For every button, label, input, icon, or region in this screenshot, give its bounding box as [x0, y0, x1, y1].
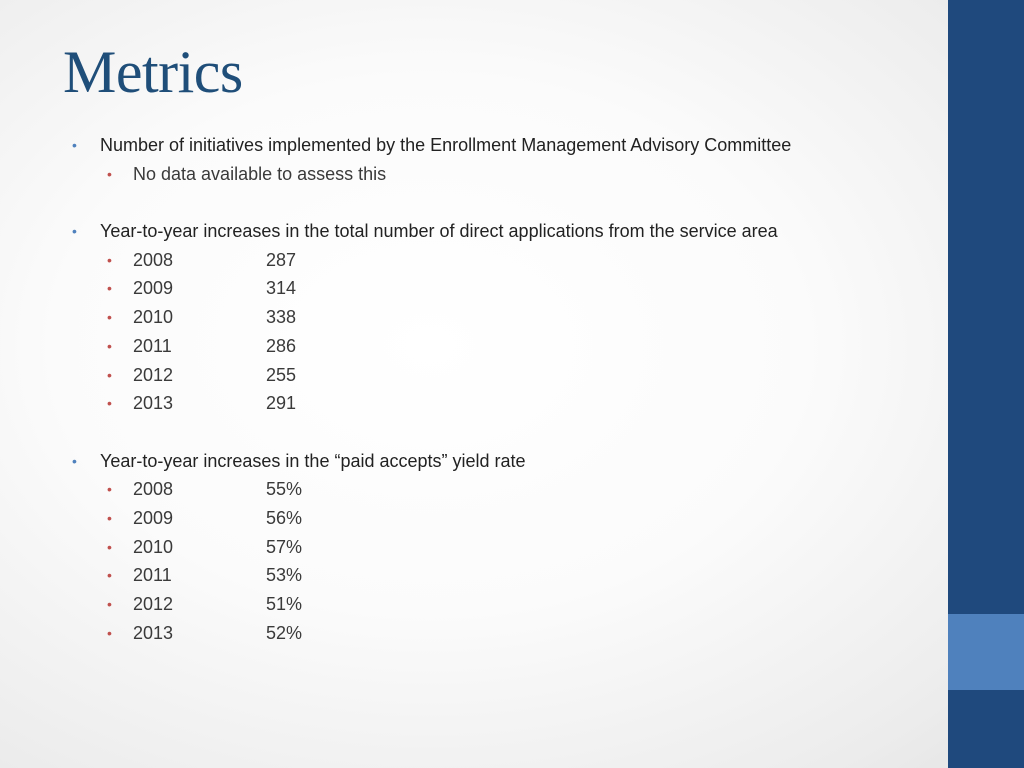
row-value: 338 — [266, 307, 297, 328]
row-year: 2008 — [133, 479, 174, 500]
row-year: 2012 — [133, 594, 174, 614]
row-year: 2009 — [133, 278, 174, 299]
row-year: 2013 — [133, 622, 174, 643]
bullet-group-initiatives — [72, 131, 932, 188]
row-value: 255 — [266, 364, 297, 385]
row-value: 287 — [266, 249, 297, 270]
row-year: 2011 — [133, 335, 172, 356]
bullet-group-yield-rate — [72, 447, 932, 648]
bullet-text: Number of initiatives implemented by the Enrollment Management Advisory Committee — [100, 135, 792, 155]
bullet-text: Year-to-year increases in the “paid accepts” yield rate — [100, 450, 526, 471]
data-row — [72, 504, 932, 533]
bullet-icon: • — [107, 624, 112, 641]
data-row — [72, 475, 932, 504]
bullet-icon: • — [107, 165, 112, 182]
row-year: 2013 — [133, 393, 174, 414]
row-value: 286 — [266, 335, 297, 356]
row-year: 2009 — [133, 507, 174, 528]
bullet-item — [72, 131, 932, 160]
row-year: 2010 — [133, 307, 174, 328]
row-value: 52% — [266, 622, 303, 643]
bullet-icon: • — [72, 452, 77, 469]
data-row — [72, 246, 932, 275]
row-value: 53% — [266, 565, 303, 586]
sidebar-accent-block — [948, 614, 1024, 690]
bullet-icon: • — [107, 366, 112, 383]
slide-title: Metrics — [63, 39, 243, 105]
bullet-icon: • — [107, 395, 112, 412]
bullet-icon: • — [107, 596, 112, 612]
row-value: 51% — [266, 594, 303, 614]
data-row — [72, 303, 932, 332]
bullet-icon: • — [107, 251, 112, 268]
bullet-icon: • — [107, 567, 112, 584]
bullet-icon: • — [72, 137, 77, 153]
row-value: 314 — [266, 278, 297, 299]
row-value: 55% — [266, 479, 303, 500]
bullet-text: Year-to-year increases in the total number of direct applications from the service area — [100, 221, 778, 242]
row-value: 291 — [266, 393, 297, 414]
data-row — [72, 533, 932, 562]
bullet-icon: • — [107, 280, 112, 297]
data-row — [72, 590, 932, 619]
bullet-item — [72, 447, 932, 476]
row-value: 57% — [266, 536, 303, 557]
sub-bullet-item — [72, 160, 932, 189]
data-row — [72, 332, 932, 361]
row-year: 2010 — [133, 536, 174, 557]
data-row — [72, 361, 932, 390]
row-year: 2011 — [133, 565, 172, 586]
data-row — [72, 274, 932, 303]
slide-content — [72, 131, 932, 676]
bullet-icon: • — [72, 223, 77, 240]
row-year: 2008 — [133, 249, 174, 270]
data-row — [72, 619, 932, 648]
row-year: 2012 — [133, 364, 174, 385]
bullet-icon: • — [107, 309, 112, 326]
bullet-item — [72, 217, 932, 246]
bullet-icon: • — [107, 481, 112, 498]
data-row — [72, 561, 932, 590]
bullet-icon: • — [107, 509, 112, 526]
bullet-icon: • — [107, 538, 112, 555]
bullet-icon: • — [107, 337, 112, 354]
row-value: 56% — [266, 507, 303, 528]
sub-bullet-text: No data available to assess this — [133, 163, 387, 184]
bullet-group-applications — [72, 217, 932, 418]
data-row — [72, 389, 932, 418]
